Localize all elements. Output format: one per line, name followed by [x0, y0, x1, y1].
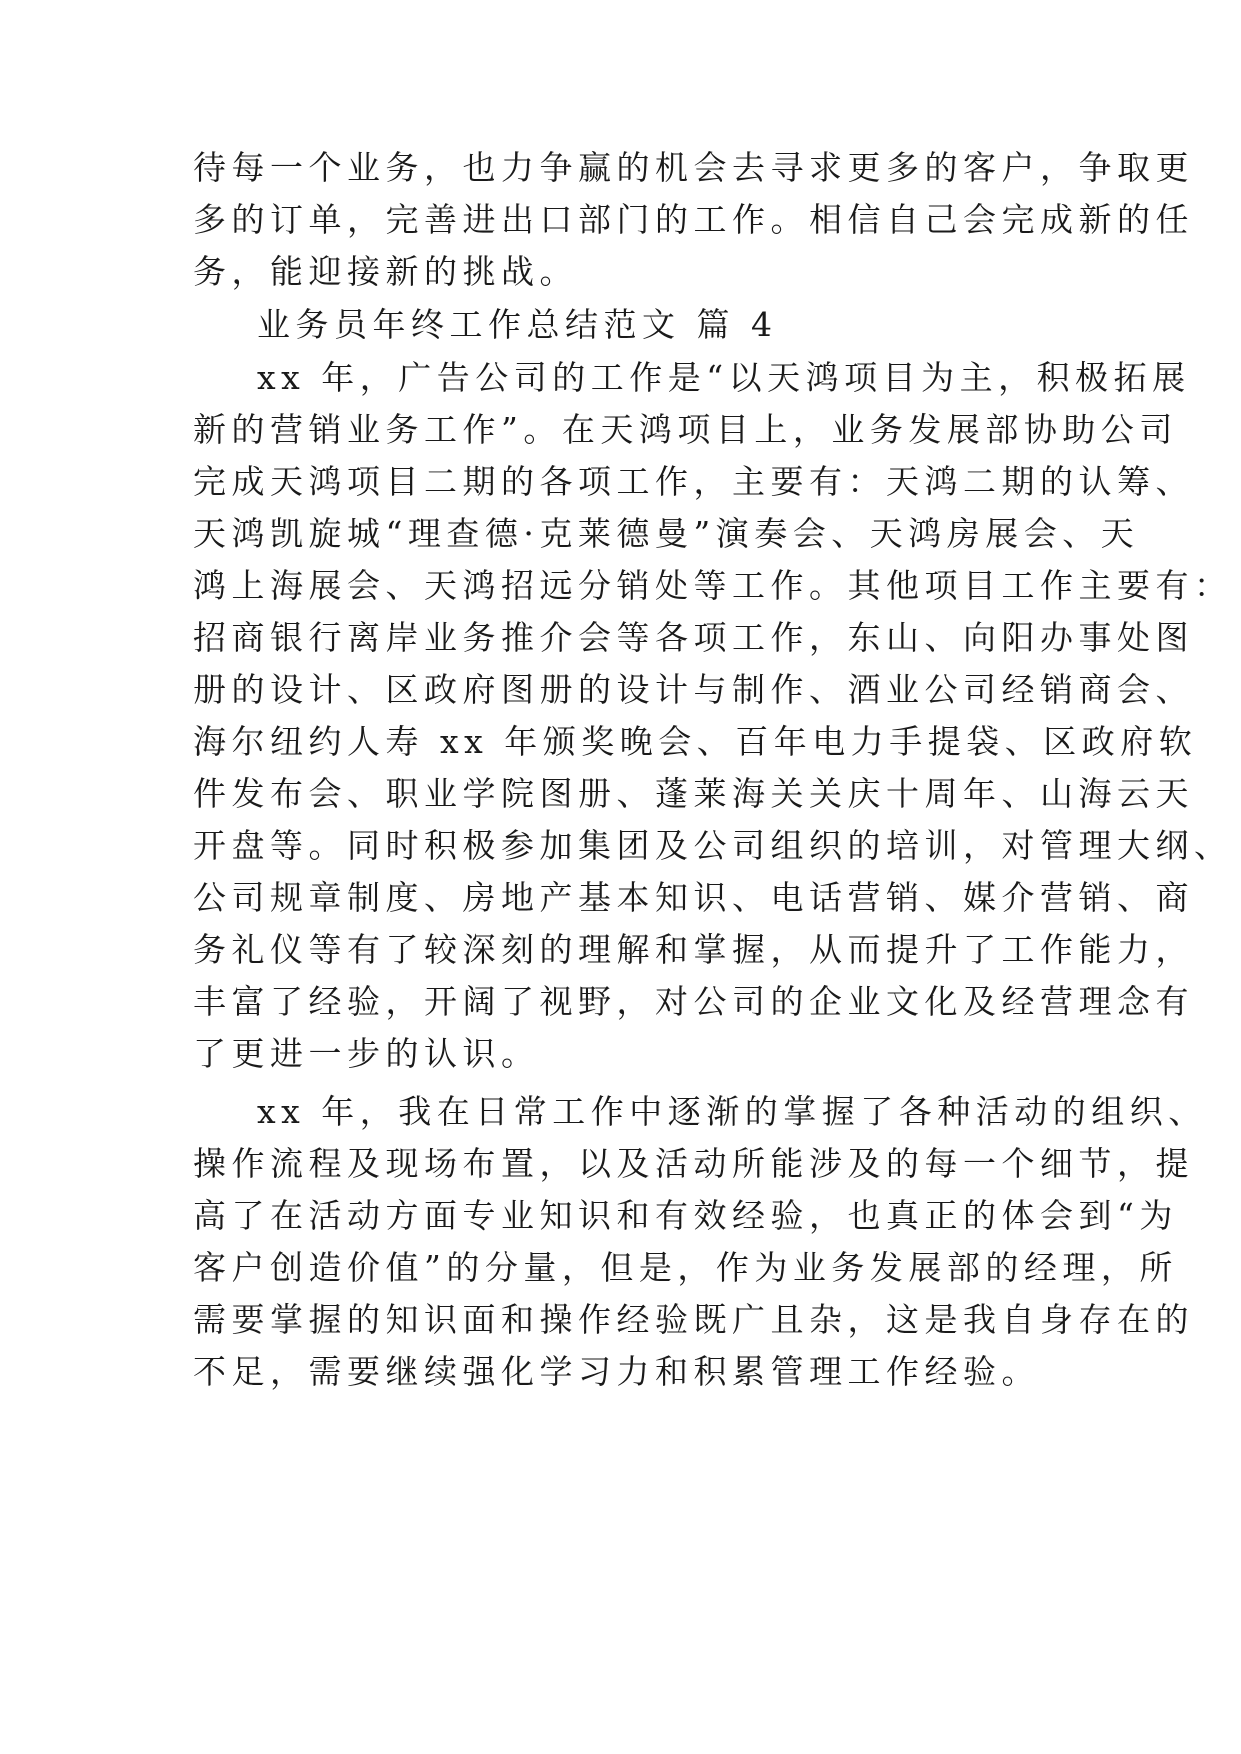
- text-line: 不足，需要继续强化学习力和积累管理工作经验。: [193, 1352, 1040, 1391]
- text-line: 丰富了经验，开阔了视野，对公司的企业文化及经营理念有: [193, 982, 1194, 1021]
- text-line: 完成天鸿项目二期的各项工作，主要有：天鸿二期的认筹、: [193, 462, 1194, 501]
- text-line: 多的订单，完善进出口部门的工作。相信自己会完成新的任: [193, 200, 1194, 239]
- text-line: 待每一个业务，也力争赢的机会去寻求更多的客户，争取更: [193, 148, 1194, 187]
- text-line: 鸿上海展会、天鸿招远分销处等工作。其他项目工作主要有：: [193, 566, 1233, 605]
- text-line: 务礼仪等有了较深刻的理解和掌握，从而提升了工作能力，: [193, 930, 1194, 969]
- text-line: 操作流程及现场布置，以及活动所能涉及的每一个细节，提: [193, 1144, 1194, 1183]
- text-line: 海尔纽约人寿 xx 年颁奖晚会、百年电力手提袋、区政府软: [193, 722, 1198, 761]
- text-line: 客户创造价值”的分量，但是，作为业务发展部的经理，所: [193, 1248, 1178, 1287]
- text-line: 务，能迎接新的挑战。: [193, 252, 578, 291]
- text-line: xx 年，广告公司的工作是“以天鸿项目为主，积极拓展: [257, 358, 1191, 397]
- text-line: 公司规章制度、房地产基本知识、电话营销、媒介营销、商: [193, 878, 1194, 917]
- text-line: 开盘等。同时积极参加集团及公司组织的培训，对管理大纲、: [193, 826, 1233, 865]
- text-line: xx 年，我在日常工作中逐渐的掌握了各种活动的组织、: [257, 1092, 1207, 1131]
- text-line: 新的营销业务工作”。在天鸿项目上，业务发展部协助公司: [193, 410, 1178, 449]
- text-line: 件发布会、职业学院图册、蓬莱海关关庆十周年、山海云天: [193, 774, 1194, 813]
- text-line: 天鸿凯旋城“理查德·克莱德曼”演奏会、天鸿房展会、天: [193, 514, 1140, 553]
- section-heading: 业务员年终工作总结范文 篇 4: [257, 305, 778, 344]
- text-line: 高了在活动方面专业知识和有效经验，也真正的体会到“为: [193, 1196, 1178, 1235]
- text-line: 了更进一步的认识。: [193, 1034, 540, 1073]
- text-line: 册的设计、区政府图册的设计与制作、酒业公司经销商会、: [193, 670, 1194, 709]
- text-line: 招商银行离岸业务推介会等各项工作，东山、向阳办事处图: [193, 618, 1194, 657]
- text-line: 需要掌握的知识面和操作经验既广且杂，这是我自身存在的: [193, 1300, 1194, 1339]
